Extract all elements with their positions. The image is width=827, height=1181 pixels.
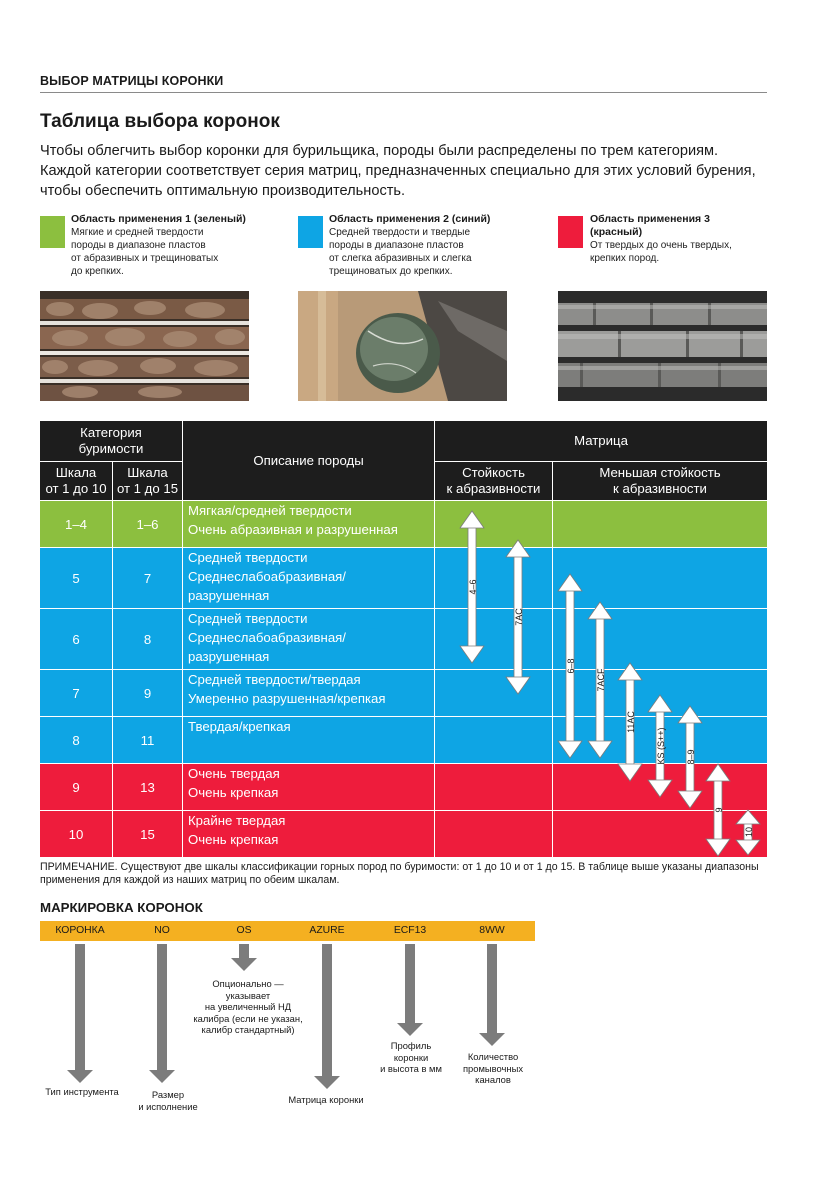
description-line: разрушенная: [188, 588, 270, 603]
caption-line: Матрица коронки: [288, 1094, 364, 1105]
header-resistant-line: Стойкость: [462, 465, 525, 480]
scale15-value: 7: [143, 570, 152, 586]
matrix-label: 7AC: [514, 608, 524, 626]
category-1-desc-line: до крепких.: [71, 266, 124, 277]
marking-arrow-tool-type: [67, 944, 93, 1083]
category-1-title: Область применения 1 (зеленый): [71, 213, 246, 225]
category-1-desc-line: породы в диапазоне пластов: [71, 240, 206, 251]
section-header: ВЫБОР МАТРИЦЫ КОРОНКИ: [40, 74, 224, 88]
scale10-value: 1–4: [64, 516, 87, 532]
marking-caption-size: [138, 1089, 197, 1112]
description-line: Крайне твердая: [188, 813, 286, 828]
marking-caption-matrix: [288, 1094, 363, 1106]
scale15-value: 15: [140, 826, 155, 842]
caption-line: и высота в мм: [380, 1063, 442, 1074]
scale15-value: 1–6: [136, 516, 159, 532]
category-2-desc-line: от слегка абразивных и слегка: [329, 253, 472, 264]
marking-arrow-waterways: [479, 944, 505, 1046]
scale10-value: 10: [68, 826, 84, 842]
matrix-label: 9: [714, 807, 724, 813]
description-line: Средней твердости: [188, 611, 308, 626]
caption-line: промывочных: [462, 1062, 524, 1074]
header-category-line: Категория: [80, 425, 142, 440]
marking-code: AZURE: [309, 925, 345, 936]
header-less-resistant-line: Меньшая стойкость: [599, 465, 721, 480]
category-1-desc-line: от абразивных и трещиноватых: [71, 253, 219, 264]
header-scale15-line: Шкала: [127, 465, 168, 480]
description-line: Очень крепкая: [188, 832, 279, 847]
category-2-desc-line: породы в диапазоне пластов: [329, 240, 464, 251]
caption-line: калибр стандартный): [201, 1024, 295, 1035]
header-description-cell: Описание породы: [183, 421, 434, 500]
header-category-line: буримости: [78, 441, 144, 456]
category-1-desc-line: Мягкие и средней твердости: [71, 227, 204, 238]
description-line: Среднеслабоабразивная/: [188, 569, 346, 584]
scale10-value: 5: [72, 570, 80, 586]
marking-arrow-profile: [397, 944, 423, 1036]
marking-caption-tool-type: [45, 1086, 119, 1098]
caption-line: на увеличенный НД: [204, 1001, 292, 1012]
category-3-title: Область применения 3: [590, 213, 710, 225]
description-line: Очень твердая: [188, 766, 280, 781]
marking-code: NO: [154, 925, 170, 936]
category-3-desc-line: От твердых до очень твердых,: [590, 240, 732, 251]
matrix-label: 11AC: [626, 711, 636, 733]
caption-line: калибра (если не указан,: [193, 1012, 303, 1024]
description-line: Умеренно разрушенная/крепкая: [188, 691, 386, 706]
caption-line: Размер: [151, 1089, 185, 1100]
page-title: Таблица выбора коронок: [40, 111, 280, 132]
description-line: Очень крепкая: [188, 785, 279, 800]
scale10-value: 7: [72, 685, 80, 701]
intro-paragraph: Чтобы облегчить выбор коронки для бурильщика, породы были распределены по трем категориям. Каждой категории соответствует серия матриц, предназначенных специально для этих условий бурения, чтобы обеспечить оптимальную производительность.: [40, 143, 756, 199]
caption-line: коронки: [393, 1051, 429, 1063]
category-3-desc-line: крепких пород.: [590, 253, 660, 264]
caption-line: Опционально —: [212, 978, 284, 989]
matrix-label: KS (S++): [656, 727, 666, 765]
header-less-resistant-line: к абразивности: [613, 481, 707, 496]
matrix-label: 7ACF: [596, 668, 606, 692]
classification-note: ПРИМЕЧАНИЕ. Существуют две шкалы классификации горных пород по буримости: от 1 до 10 и от 1 до 15. В таблице выше указаны диапазоны применения для каждой из наших матриц по обеим шкалам.: [40, 861, 759, 886]
caption-line: Количество: [467, 1051, 519, 1062]
description-line: разрушенная: [188, 649, 270, 664]
marking-arrow-size: [149, 944, 175, 1083]
caption-line: и исполнение: [138, 1100, 198, 1112]
header-scale10-line: Шкала: [55, 465, 97, 480]
marking-caption-profile: [380, 1040, 442, 1075]
description-line: Средней твердости: [188, 550, 308, 565]
description-line: Мягкая/средней твердости: [188, 503, 352, 518]
description-line: Средней твердости/твердая: [188, 672, 361, 687]
scale15-value: 11: [140, 732, 155, 748]
marking-code: КОРОНКА: [55, 925, 105, 936]
marking-arrow-oversize: [231, 944, 257, 971]
marking-arrow-matrix: [314, 944, 340, 1089]
category-2-title: Область применения 2 (синий): [329, 213, 491, 225]
scale10-value: 6: [72, 631, 80, 647]
marking-code: ECF13: [393, 925, 427, 936]
caption-line: Профиль: [390, 1040, 432, 1051]
matrix-label: 8–9: [686, 749, 696, 765]
matrix-label: 4–6: [468, 579, 478, 595]
marking-caption-oversize: [193, 978, 302, 1036]
header-matrix-cell: Матрица: [435, 421, 767, 461]
caption-line: Тип инструмента: [45, 1086, 119, 1097]
scale15-value: 13: [140, 779, 155, 795]
category-2-desc-line: трещиноватых до крепких.: [329, 266, 453, 277]
description-line: Среднеслабоабразивная/: [188, 630, 346, 645]
scale15-value: 9: [143, 685, 152, 701]
category-3-title-color: (красный): [590, 226, 643, 238]
description-line: Очень абразивная и разрушенная: [188, 522, 398, 537]
matrix-label: 6–8: [566, 658, 576, 674]
description-line: Твердая/крепкая: [188, 719, 291, 734]
category-2-desc-line: Средней твердости и твердые: [329, 227, 471, 238]
marking-code: 8WW: [479, 925, 505, 936]
marking-caption-waterways: [463, 1051, 523, 1086]
marking-section-title: МАРКИРОВКА КОРОНОК: [40, 900, 203, 915]
header-resistant-line: к абразивности: [446, 481, 541, 496]
caption-line: каналов: [475, 1074, 511, 1085]
matrix-label: 10: [744, 826, 754, 838]
caption-line: указывает: [225, 989, 271, 1001]
marking-code: OS: [236, 925, 252, 936]
header-scale10-line: от 1 до 10: [45, 481, 107, 496]
scale10-value: 9: [72, 779, 80, 795]
scale15-value: 8: [143, 631, 152, 647]
header-scale15-line: от 1 до 15: [116, 481, 179, 496]
scale10-value: 8: [72, 732, 80, 748]
